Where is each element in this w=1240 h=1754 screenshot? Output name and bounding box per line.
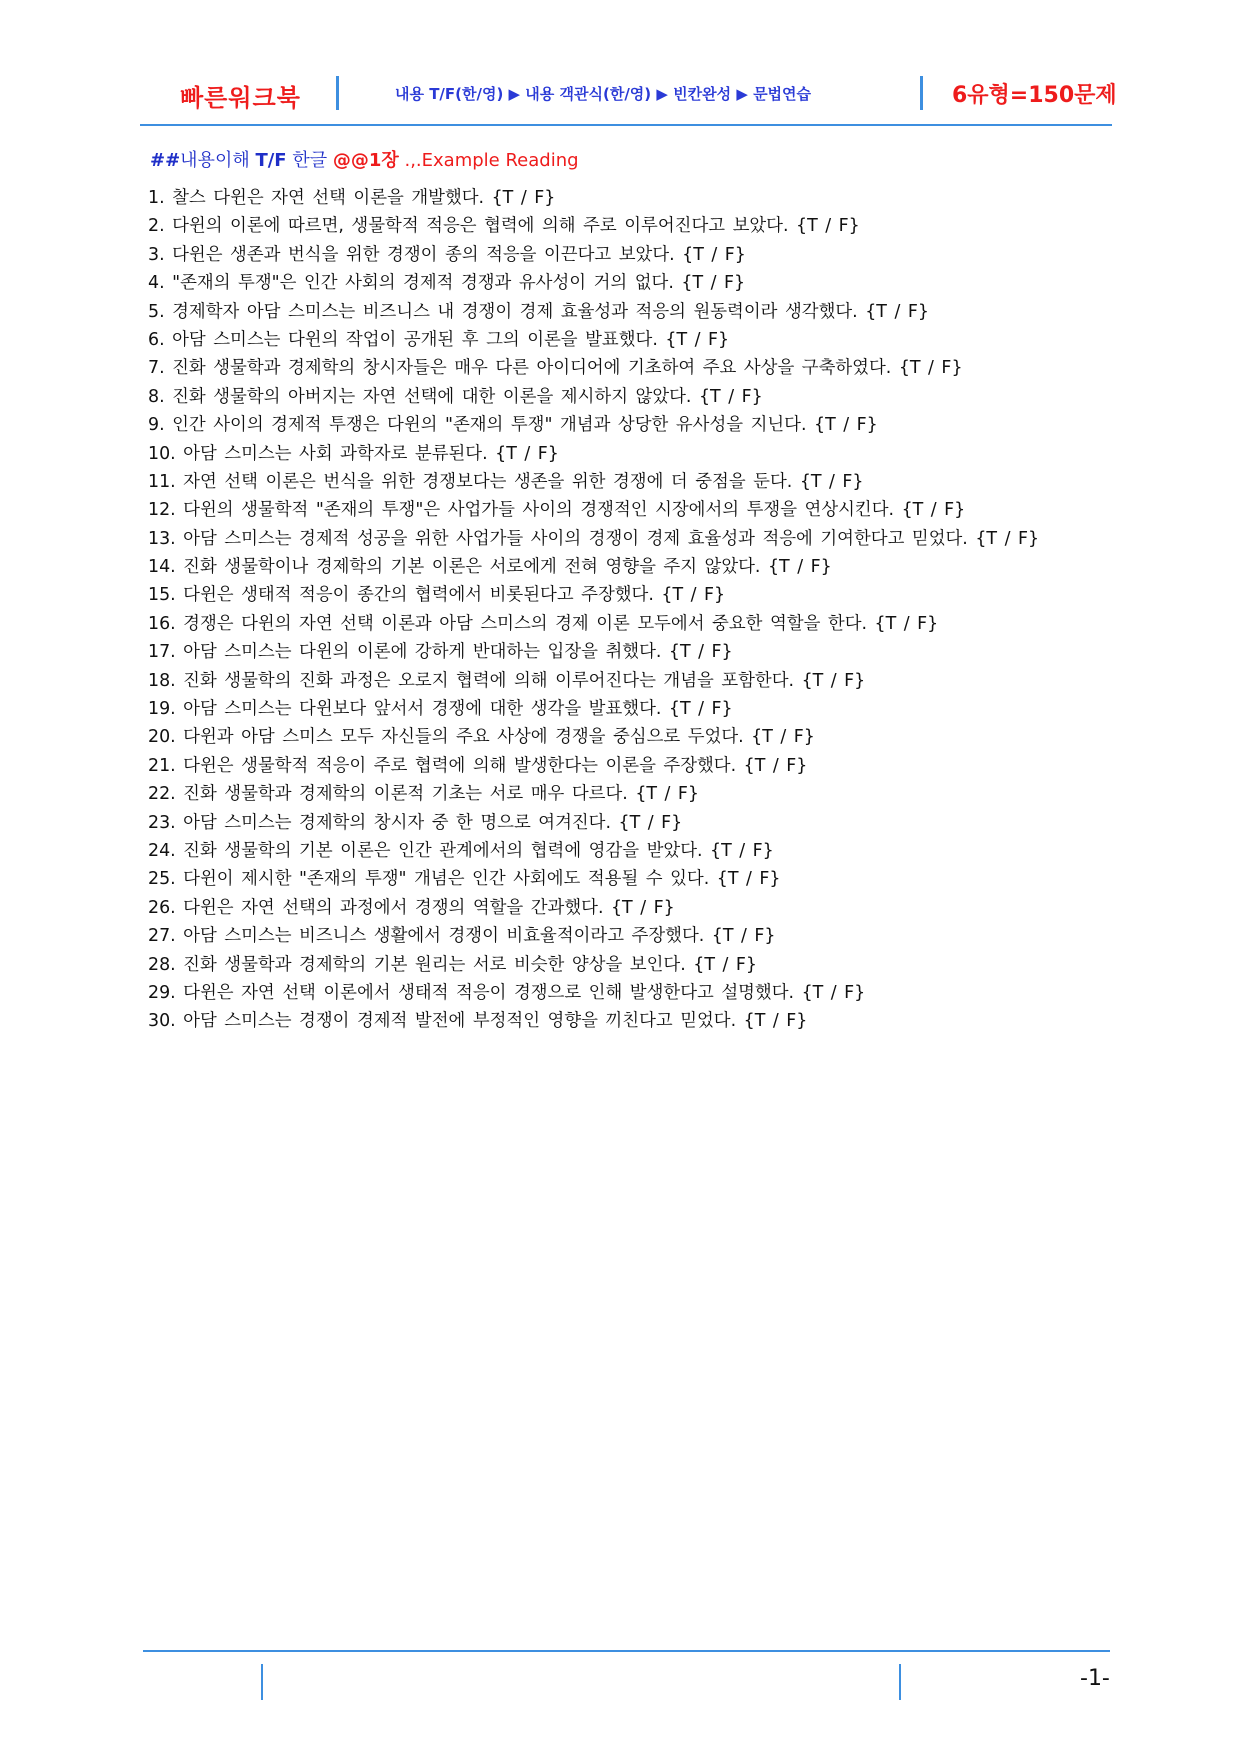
question-item: 28. 진화 생물학과 경제학의 기본 원리는 서로 비슷한 양상을 보인다. {T / F} [148,954,757,975]
header-rule [140,124,1112,126]
question-item: 10. 아담 스미스는 사회 과학자로 분류된다. {T / F} [148,443,559,464]
question-item: 19. 아담 스미스는 다윈보다 앞서서 경쟁에 대한 생각을 발표했다. {T / F} [148,699,733,720]
question-item: 6. 아담 스미스는 다윈의 작업이 공개된 후 그의 이론을 발표했다. {T / F} [148,329,730,350]
question-item: 16. 경쟁은 다윈의 자연 선택 이론과 아담 스미스의 경제 이론 모두에서 중요한 역할을 한다. {T / F} [148,613,939,634]
question-list [148,184,1108,1036]
question-item: 9. 인간 사이의 경제적 투쟁은 다윈의 "존재의 투쟁" 개념과 상당한 유사성을 지닌다. {T / F} [148,415,878,436]
section-chapter: @@1장 [332,150,399,171]
question-item: 4. "존재의 투쟁"은 인간 사회의 경제적 경쟁과 유사성이 거의 없다. {T / F} [148,273,746,294]
section-label: 내용이해 [180,150,256,171]
section-label-korean: 한글 [286,150,333,171]
header-divider-right [920,76,923,110]
question-item: 14. 진화 생물학이나 경제학의 기본 이론은 서로에게 전혀 영향을 주지 않았다. {T / F} [148,557,832,578]
question-item: 25. 다윈이 제시한 "존재의 투쟁" 개념은 인간 사회에도 적용될 수 있다. {T / F} [148,869,781,890]
question-item: 27. 아담 스미스는 비즈니스 생활에서 경쟁이 비효율적이라고 주장했다. {T / F} [148,926,776,947]
question-item: 23. 아담 스미스는 경제학의 창시자 중 한 명으로 여겨진다. {T / F} [148,812,683,833]
footer-divider-left [261,1664,263,1700]
question-item: 7. 진화 생물학과 경제학의 창시자들은 매우 다른 아이디어에 기초하여 주요 사상을 구축하였다. {T / F} [148,358,963,379]
section-tf: T/F [255,150,287,171]
question-item: 20. 다윈과 아담 스미스 모두 자신들의 주요 사상에 경쟁을 중심으로 두었다. {T / F} [148,727,815,748]
page-number: -1- [1080,1666,1110,1691]
section-title [150,146,579,172]
question-item: 1. 찰스 다윈은 자연 선택 이론을 개발했다. {T / F} [148,188,556,208]
brand-title: 빠른워크북 [180,84,301,112]
question-item: 11. 자연 선택 이론은 번식을 위한 경쟁보다는 생존을 위한 경쟁에 더 중점을 둔다. {T / F} [148,471,864,492]
question-item: 17. 아담 스미스는 다윈의 이론에 강하게 반대하는 입장을 취했다. {T / F} [148,642,733,663]
question-item: 13. 아담 스미스는 경제적 성공을 위한 사업가들 사이의 경쟁이 경제 효율성과 적응에 기여한다고 믿었다. {T / F} [148,528,1040,549]
page-header [140,60,1117,122]
footer-divider-right [899,1664,901,1700]
section-hash: ## [150,150,181,171]
question-item: 18. 진화 생물학의 진화 과정은 오로지 협력에 의해 이루어진다는 개념을 포함한다. {T / F} [148,670,866,691]
question-item: 29. 다윈은 자연 선택 이론에서 생태적 적응이 경쟁으로 인해 발생한다고 설명했다. {T / F} [148,982,866,1003]
question-item: 12. 다윈의 생물학적 "존재의 투쟁"은 사업가들 사이의 경쟁적인 시장에서의 투쟁을 연상시킨다. {T / F} [148,500,966,521]
question-item: 30. 아담 스미스는 경쟁이 경제적 발전에 부정적인 영향을 끼친다고 믿었다. {T / F} [148,1011,808,1032]
question-item: 2. 다윈의 이론에 따르면, 생물학적 적응은 협력에 의해 주로 이루어진다고 보았다. {T / F} [148,216,860,237]
footer-rule [143,1650,1110,1652]
question-item: 26. 다윈은 자연 선택의 과정에서 경쟁의 역할을 간과했다. {T / F} [148,897,675,918]
question-item: 8. 진화 생물학의 아버지는 자연 선택에 대한 이론을 제시하지 않았다. {T / F} [148,386,763,407]
section-example: .,.Example Reading [398,150,579,171]
question-item: 15. 다윈은 생태적 적응이 종간의 협력에서 비롯된다고 주장했다. {T / F} [148,585,726,606]
problem-count: 6유형=150문제 [952,83,1117,108]
question-item: 22. 진화 생물학과 경제학의 이론적 기초는 서로 매우 다르다. {T / F} [148,784,699,805]
header-divider-left [336,76,339,110]
question-item: 24. 진화 생물학의 기본 이론은 인간 관계에서의 협력에 영감을 받았다. {T / F} [148,840,774,861]
question-item: 21. 다윈은 생물학적 적응이 주로 협력에 의해 발생한다는 이론을 주장했다. {T / F} [148,755,808,776]
question-item: 5. 경제학자 아담 스미스는 비즈니스 내 경쟁이 경제 효율성과 적응의 원동력이라 생각했다. {T / F} [148,301,929,322]
workflow-steps: 내용 T/F(한/영) ▶ 내용 객관식(한/영) ▶ 빈칸완성 ▶ 문법연습 [395,85,812,103]
question-item: 3. 다윈은 생존과 번식을 위한 경쟁이 종의 적응을 이끈다고 보았다. {T / F} [148,244,746,265]
